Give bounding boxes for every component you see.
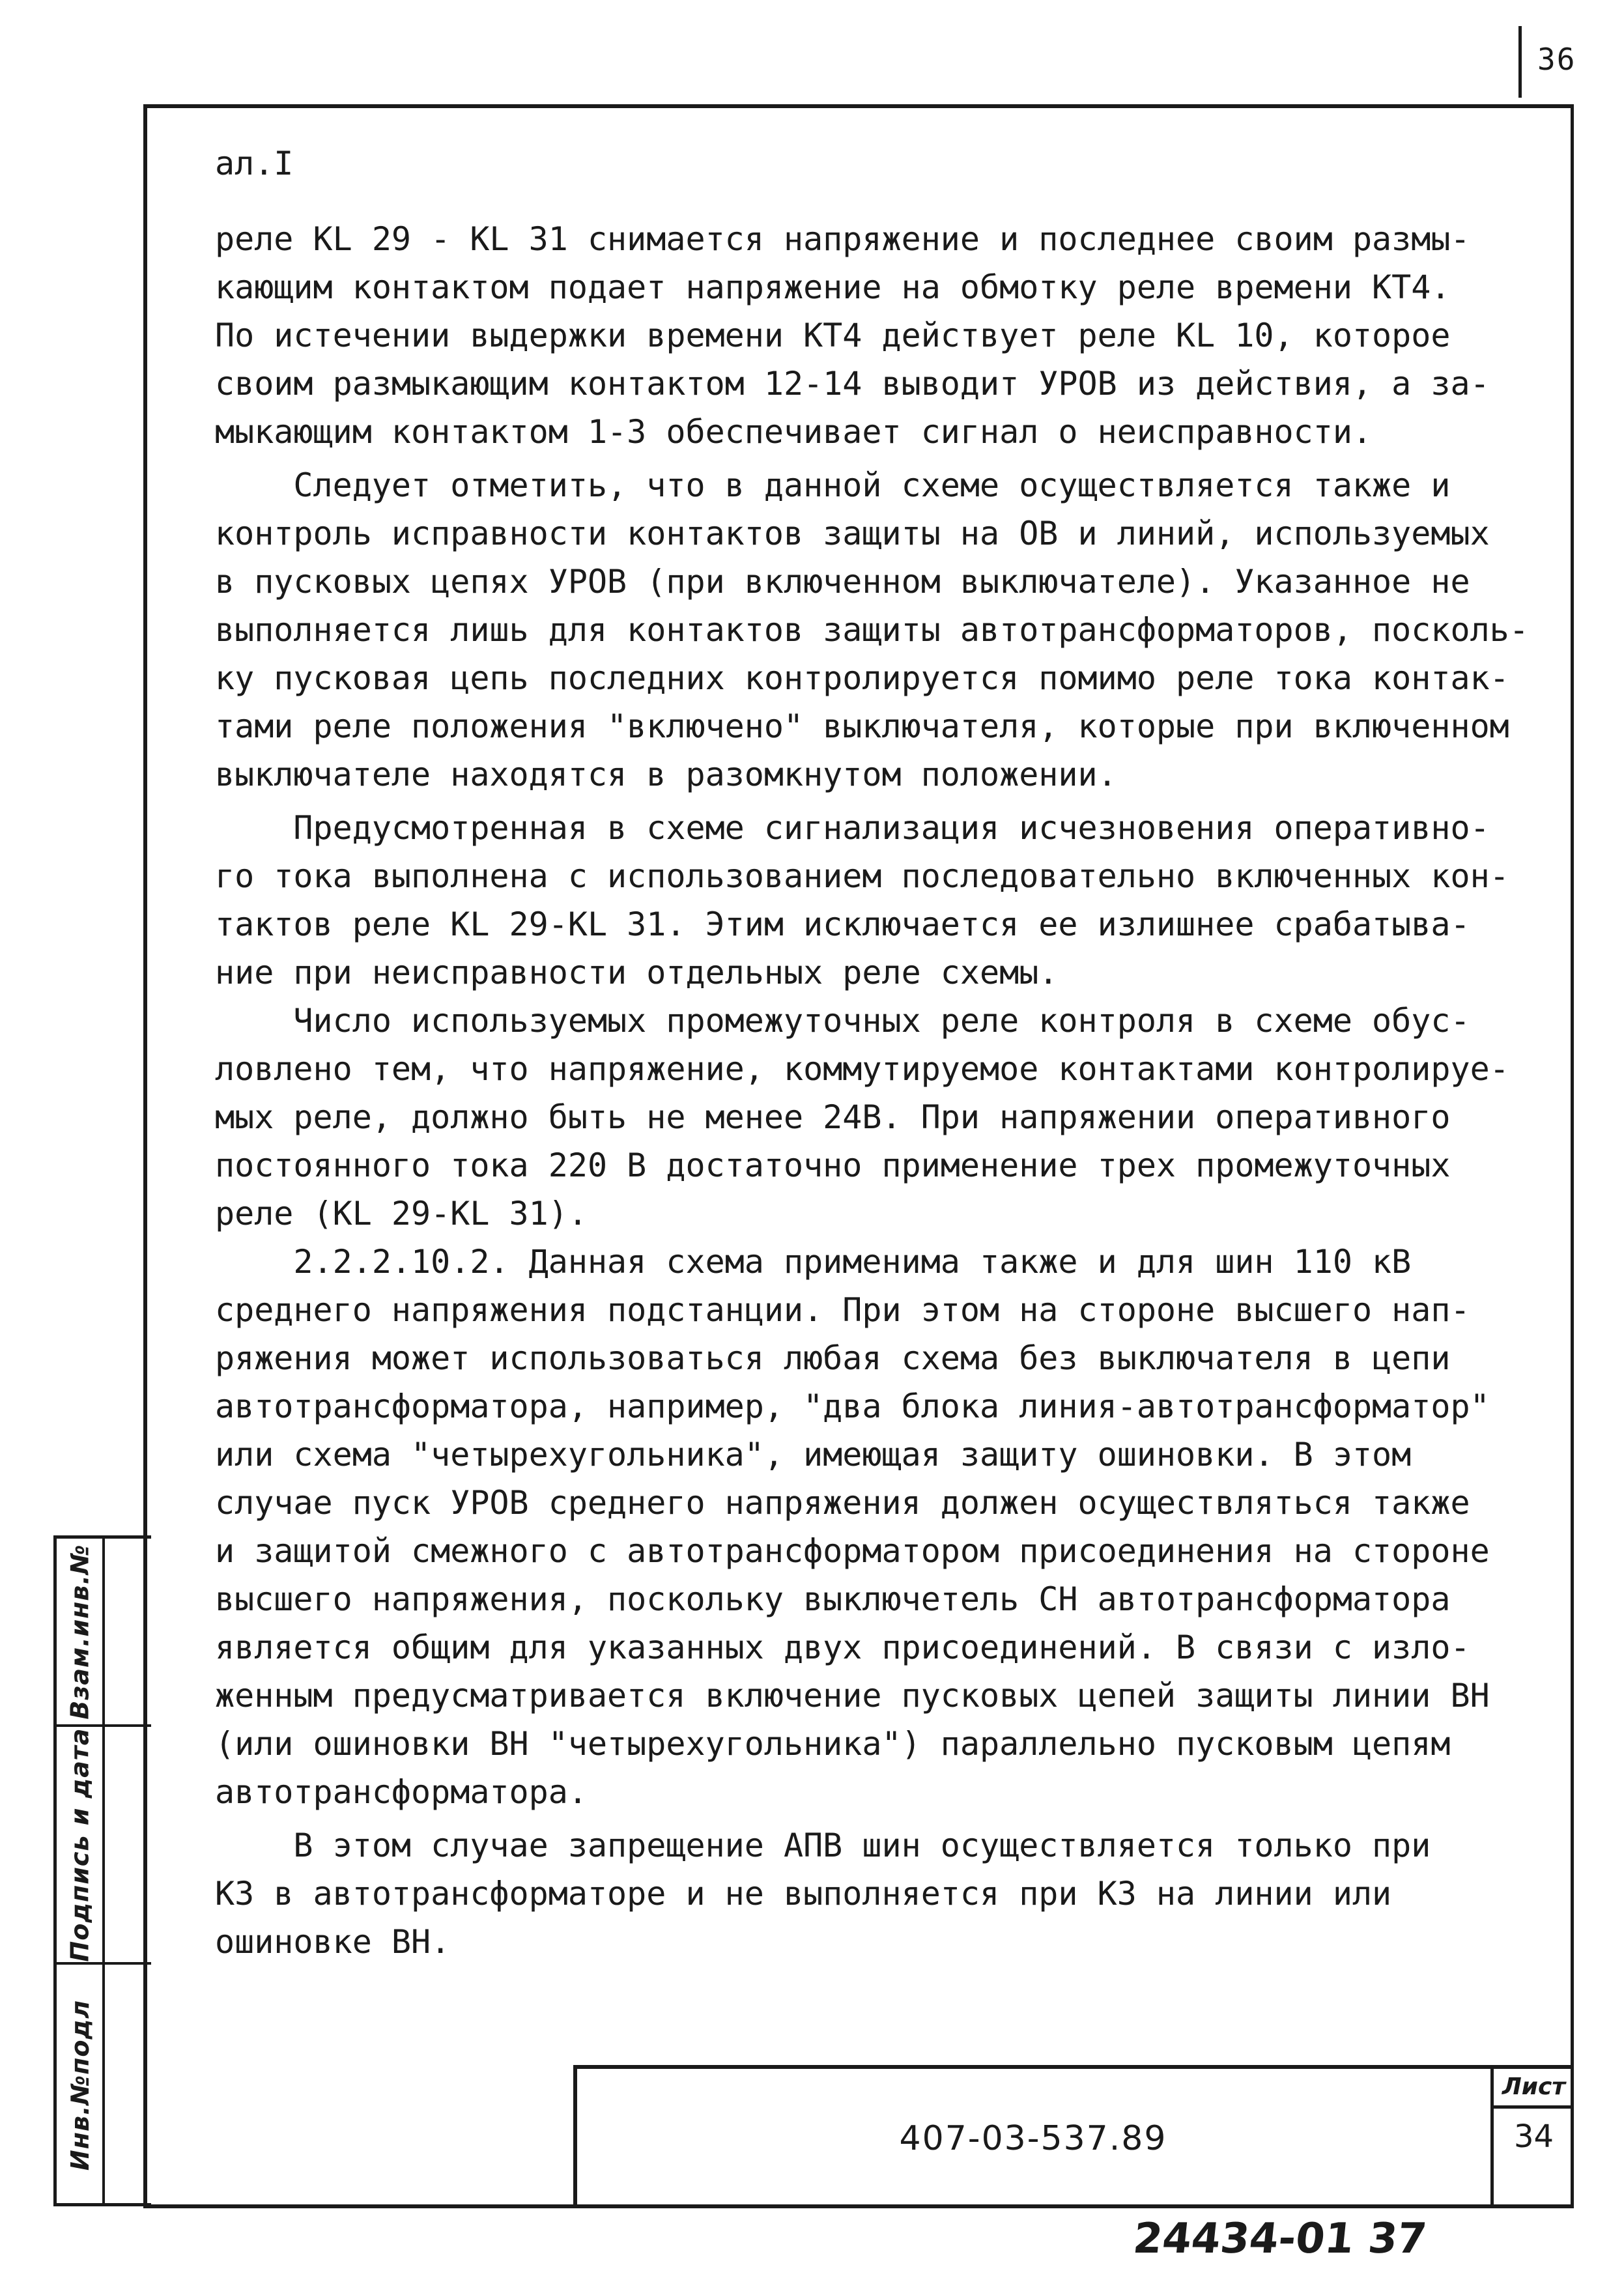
sheet-cell xyxy=(1490,2069,1574,2208)
page-header: ал.I xyxy=(215,145,294,182)
text-line: постоянного тока 220 В достаточно применение трех промежуточных xyxy=(215,1146,1451,1184)
text-line: кающим контактом подает напряжение на обмотку реле времени КТ4. xyxy=(215,268,1451,306)
side-stamp xyxy=(53,1535,151,2206)
text-line: реле KL 29 - KL 31 снимается напряжение и последнее своим размы- xyxy=(215,220,1470,258)
text-line: ние при неисправности отдельных реле схемы. xyxy=(215,954,1059,991)
sheet-number: 34 xyxy=(1513,2118,1554,2155)
side-stamp-label-replacement: Взам.инв.№ xyxy=(66,1543,95,1720)
text-line: своим размыкающим контактом 12-14 выводит УРОВ из действия, а за- xyxy=(215,365,1490,403)
text-line: выполняется лишь для контактов защиты автотрансформаторов, посколь- xyxy=(215,611,1529,649)
text-line: среднего напряжения подстанции. При этом на стороне высшего нап- xyxy=(215,1291,1470,1329)
title-block xyxy=(573,2065,1574,2208)
text-line: ку пусковая цепь последних контролируется помимо реле тока контак- xyxy=(215,659,1509,697)
archive-number: 24434-01 37 xyxy=(1131,2215,1429,2263)
text-line: высшего напряжения, поскольку выключетель СН автотрансформатора xyxy=(215,1580,1451,1618)
text-line: в пусковых цепях УРОВ (при включенном выключателе). Указанное не xyxy=(215,563,1470,601)
text-line: В этом случае запрещение АПВ шин осуществляется только при xyxy=(215,1827,1431,1864)
text-line: автотрансформатора. xyxy=(215,1773,588,1811)
text-line: выключателе находятся в разомкнутом положении. xyxy=(215,756,1117,793)
text-line: мыкающим контактом 1-3 обеспечивает сигнал о неисправности. xyxy=(215,413,1373,451)
text-line: 2.2.2.10.2. Данная схема применима также и для шин 110 кВ xyxy=(215,1243,1412,1281)
text-line: По истечении выдержки времени КТ4 действует реле KL 10, которое xyxy=(215,317,1451,354)
text-line: реле (KL 29-KL 31). xyxy=(215,1195,588,1232)
text-line: ошиновке ВН. xyxy=(215,1923,451,1961)
text-line: КЗ в автотрансформаторе и не выполняется при КЗ на линии или xyxy=(215,1875,1392,1913)
text-line: ловлено тем, что напряжение, коммутируемое контактами контролируе- xyxy=(215,1050,1509,1088)
document-code: 407-03-537.89 xyxy=(899,2119,1167,2158)
text-line: случае пуск УРОВ среднего напряжения должен осуществляться также xyxy=(215,1484,1470,1522)
text-line: автотрансформатора, например, "два блока линия-автотрансформатор" xyxy=(215,1388,1490,1425)
side-stamp-divider xyxy=(102,1539,105,2203)
text-line: или схема "четырехугольника", имеющая защиту ошиновки. В этом xyxy=(215,1436,1412,1474)
text-line: (или ошиновки ВН "четырехугольника") параллельно пусковым цепям xyxy=(215,1725,1451,1763)
body-text xyxy=(215,215,1563,1966)
text-line: Число используемых промежуточных реле контроля в схеме обус- xyxy=(215,1002,1470,1040)
text-line: Следует отметить, что в данной схеме осуществляется также и xyxy=(215,466,1451,504)
text-line: ряжения может использоваться любая схема без выключателя в цепи xyxy=(215,1339,1451,1377)
text-line: контроль исправности контактов защиты на ОВ и линий, используемых xyxy=(215,515,1490,552)
text-line: Предусмотренная в схеме сигнализация исчезновения оперативно- xyxy=(215,809,1490,847)
text-line: является общим для указанных двух присоединений. В связи с изло- xyxy=(215,1629,1470,1666)
side-stamp-label-signature: Подпись и дата xyxy=(66,1727,94,1962)
top-tick-mark xyxy=(1518,26,1522,98)
text-line: тами реле положения "включено" выключателя, которые при включенном xyxy=(215,707,1509,745)
side-stamp-label-inventory: Инв.№подл xyxy=(66,1999,94,2171)
text-line: го тока выполнена с использованием последовательно включенных кон- xyxy=(215,857,1509,895)
top-page-number: 36 xyxy=(1537,42,1576,77)
sheet-label: Лист xyxy=(1494,2069,1574,2109)
text-line: мых реле, должно быть не менее 24В. При напряжении оперативного xyxy=(215,1098,1451,1136)
text-line: тактов реле KL 29-KL 31. Этим исключается ее излишнее срабатыва- xyxy=(215,905,1470,943)
text-line: женным предусматривается включение пусковых цепей защиты линии ВН xyxy=(215,1677,1490,1715)
text-line: и защитой смежного с автотрансформатором присоединения на стороне xyxy=(215,1532,1490,1570)
